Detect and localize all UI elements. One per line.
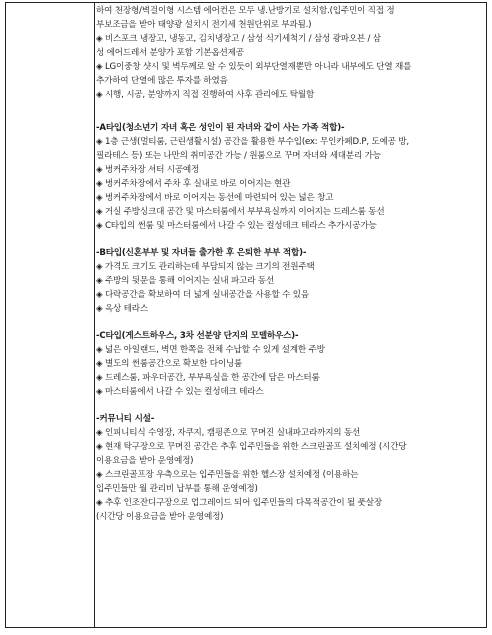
section-b-line: ◈ 다락공간을 확보하여 더 넓게 실내공간을 사용할 수 있음	[96, 290, 309, 300]
section-a-line: 필라테스 등) 또는 나만의 취미공간 가능 / 원룸으로 꾸며 자녀와 세대분리 가능	[96, 151, 381, 161]
intro-line: ◈ LG이중창 샷시 및 벽두께로 알 수 있듯이 외부단열재뿐만 아니라 내부에도 단열 재를	[96, 62, 412, 72]
intro-line: 성 에어드레서 분양가 포함 기본옵션제공	[96, 48, 244, 58]
section-d-line: (시간당 이용요금을 받아 운영예정)	[96, 512, 224, 522]
intro-line: 추가하여 단열에 많은 투자를 하였음	[96, 76, 228, 86]
section-d-line: ◈ 스크린골프장 우측으로는 입주민들을 위한 헬스장 설치예정 (이용하는	[96, 470, 359, 480]
section-c-line: ◈ 마스터룸에서 나갈 수 있는 컬성데크 테라스	[96, 387, 264, 397]
section-d-line: 이용요금을 받아 운영예정)	[96, 456, 194, 466]
section-a-line: ◈ 1층 근생(멀티룸, 근린생활시설) 공간을 활용한 부수입(ex: 무인카페D.P, 도예공 방,	[96, 137, 409, 147]
section-c-line: ◈ 드레스룸, 파우더공간, 부부욕실을 한 공간에 담은 마스터룸	[96, 373, 320, 383]
section-d-line: ◈ 현재 탁구장으로 꾸며진 공간은 추후 입주민들을 위한 스크린골프 설치예정 (시간당	[96, 442, 407, 452]
section-d-title: -커뮤니티 시설-	[96, 414, 155, 424]
section-b-title: -B타입(신혼부부 및 자녀들 출가한 후 은퇴한 부부 적합)-	[96, 248, 307, 258]
intro-line: 하여 천장형/벽걸이형 시스템 에어컨은 모두 냉.난방기로 설치함.(입주민이 직접 정	[96, 6, 395, 16]
section-a-line: ◈ C타입의 썬룸 및 마스터룸에서 나갈 수 있는 컬성데크 테라스 추가시공가능	[96, 221, 377, 231]
section-b-line: ◈ 옥상 테라스	[96, 304, 148, 314]
section-c-title: -C타입(게스트하우스, 3차 선분양 단지의 모델하우스)-	[96, 331, 299, 341]
column-divider	[94, 3, 95, 627]
section-d-line: 입주민들만 월 관리비 납부를 통해 운영예정)	[96, 484, 258, 494]
section-c-line: ◈ 별도의 썬룸공간으로 확보한 다이닝룸	[96, 359, 243, 369]
section-c-line: ◈ 넓은 아일랜드, 벽면 한쪽을 전체 수납할 수 있게 설계한 주방	[96, 345, 325, 355]
intro-line: 부보조금을 받아 태양광 설치시 전기세 천원단위로 부과됨.)	[96, 20, 312, 30]
section-b-line: ◈ 가격도 크기도 관리하는데 부담되지 않는 크기의 전원주택	[96, 262, 315, 272]
section-a-title: -A타입(청소년기 자녀 혹은 성인이 된 자녀와 같이 사는 가족 적합)-	[96, 123, 345, 133]
intro-line: ◈ 비스포크 냉장고, 냉동고, 김치냉장고 / 삼성 식기세척기 / 삼성 광파오븐 / 삼	[96, 34, 381, 44]
section-d-line: ◈ 추후 인조잔디구장으로 업그레이드 되어 입주민들의 다목적공간이 될 풋살장	[96, 498, 382, 508]
content-cell	[96, 4, 478, 524]
section-b-line: ◈ 주방의 뒷문을 통해 이어지는 실내 파고라 동선	[96, 276, 275, 286]
section-a-line: ◈ 벙커주차장에서 바로 이어지는 동선에 마련되어 있는 넓은 창고	[96, 193, 334, 203]
intro-line: ◈ 시행, 시공, 분양까지 직접 진행하여 사후 관리에도 탁월함	[96, 90, 315, 100]
section-a-line: ◈ 벙커주차장에서 주차 후 실내로 바로 이어지는 현관	[96, 179, 291, 189]
section-d-line: ◈ 인피니티식 수영장, 자쿠지, 캠핑존으로 꾸며진 실내파고라까지의 동선	[96, 428, 361, 438]
section-a-line: ◈ 거실 주방싱크대 공간 및 마스터룸에서 부부욕실까지 이어지는 드레스룸 동선	[96, 207, 385, 217]
section-a-line: ◈ 벙커주차장 셔터 시공예정	[96, 165, 200, 175]
